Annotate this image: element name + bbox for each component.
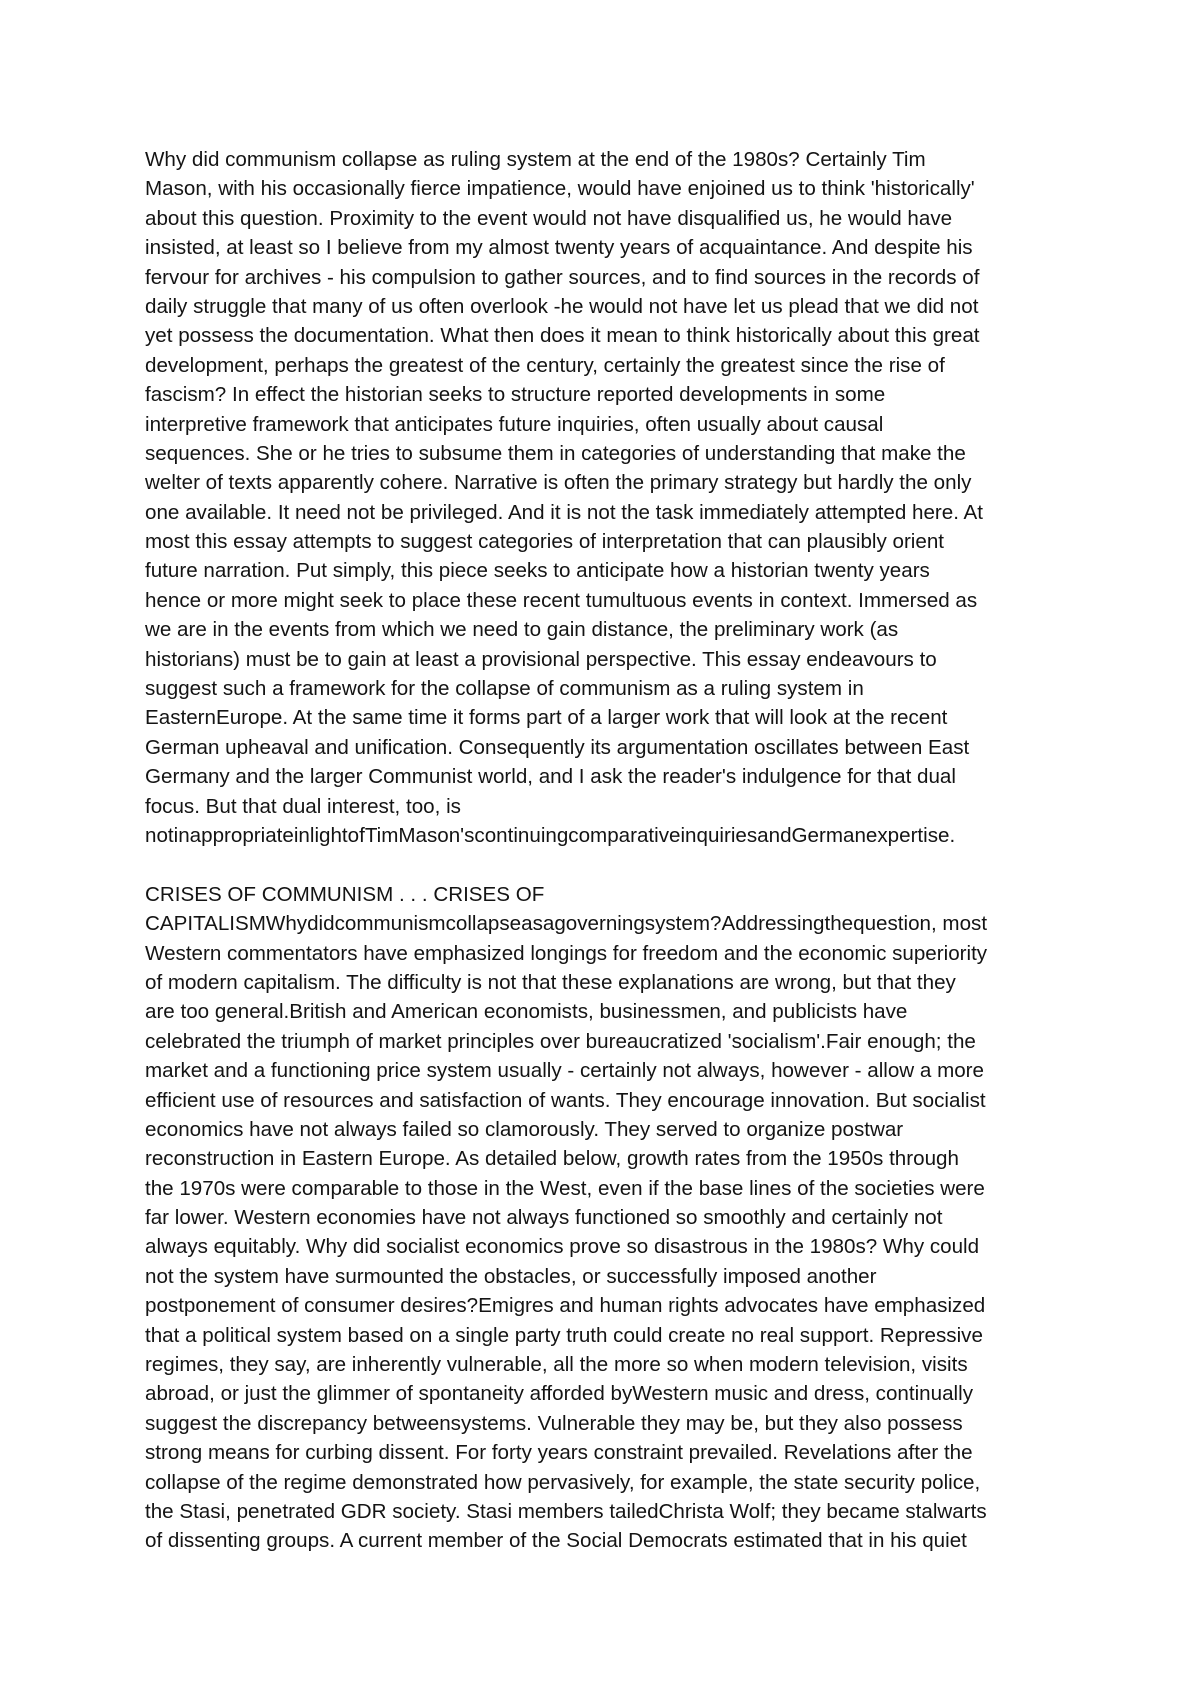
text-line: far lower. Western economies have not always functioned so smoothly and certainly not xyxy=(145,1206,943,1230)
text-line: welter of texts apparently cohere. Narrative is often the primary strategy but hardly the only xyxy=(145,471,972,495)
text-line: Why did communism collapse as ruling system at the end of the 1980s? Certainly Tim xyxy=(145,148,926,171)
text-line: postponement of consumer desires?Emigres and human rights advocates have emphasized xyxy=(145,1294,986,1318)
text-line: development, perhaps the greatest of the century, certainly the greatest since the rise of xyxy=(145,353,945,377)
text-line: market and a functioning price system usually - certainly not always, however - allow a more xyxy=(145,1059,984,1083)
text-line: Germany and the larger Communist world, and I ask the reader's indulgence for that dual xyxy=(145,765,956,789)
text-line: collapse of the regime demonstrated how pervasively, for example, the state security police, xyxy=(145,1470,981,1494)
text-line: EasternEurope. At the same time it forms part of a larger work that will look at the recent xyxy=(145,706,948,730)
text-line: one available. It need not be privileged. And it is not the task immediately attempted here. At xyxy=(145,500,983,524)
text-line: economics have not always failed so clamorously. They served to organize postwar xyxy=(145,1117,904,1141)
text-line: abroad, or just the glimmer of spontaneity afforded byWestern music and dress, continually xyxy=(145,1382,973,1406)
text-line: Mason, with his occasionally fierce impatience, would have enjoined us to think 'historically' xyxy=(145,177,975,201)
text-line: insisted, at least so I believe from my almost twenty years of acquaintance. And despite his xyxy=(145,236,973,260)
text-line: are too general.British and American economists, businessmen, and publicists have xyxy=(145,1000,908,1024)
text-line: suggest the discrepancy betweensystems. Vulnerable they may be, but they also possess xyxy=(145,1411,963,1435)
text-line: that a political system based on a single party truth could create no real support. Repressive xyxy=(145,1323,983,1347)
paragraph-crises xyxy=(145,880,1065,1556)
text-line: most this essay attempts to suggest categories of interpretation that can plausibly orient xyxy=(145,530,945,554)
text-line: always equitably. Why did socialist economics prove so disastrous in the 1980s? Why could xyxy=(145,1235,980,1259)
text-line: about this question. Proximity to the event would not have disqualified us, he would have xyxy=(145,206,953,230)
text-line: fascism? In effect the historian seeks to structure reported developments in some xyxy=(145,383,886,407)
text-line: sequences. She or he tries to subsume them in categories of understanding that make the xyxy=(145,441,966,465)
paragraph-intro xyxy=(145,145,1065,850)
text-line: of dissenting groups. A current member of the Social Democrats estimated that in his quiet xyxy=(145,1529,967,1553)
text-line: future narration. Put simply, this piece seeks to anticipate how a historian twenty years xyxy=(145,559,930,583)
paragraph-spacer xyxy=(145,850,1065,879)
text-line: Western commentators have emphasized longings for freedom and the economic superiority xyxy=(145,941,988,965)
text-line: yet possess the documentation. What then does it mean to think historically about this great xyxy=(145,324,980,348)
text-line: CAPITALISMWhydidcommunismcollapseasagoverningsystem?Addressingthequestion, most xyxy=(145,912,988,936)
text-line: the 1970s were comparable to those in the West, even if the base lines of the societies were xyxy=(145,1176,985,1200)
text-line: regimes, they say, are inherently vulnerable, all the more so when modern television, visits xyxy=(145,1353,968,1377)
text-line: historians) must be to gain at least a provisional perspective. This essay endeavours to xyxy=(145,647,937,671)
text-line: the Stasi, penetrated GDR society. Stasi members tailedChrista Wolf; they became stalwarts xyxy=(145,1499,987,1523)
text-line: reconstruction in Eastern Europe. As detailed below, growth rates from the 1950s through xyxy=(145,1147,959,1171)
text-line: we are in the events from which we need to gain distance, the preliminary work (as xyxy=(145,618,899,642)
text-line: strong means for curbing dissent. For forty years constraint prevailed. Revelations after the xyxy=(145,1441,973,1465)
text-line: celebrated the triumph of market principles over bureaucratized 'socialism'.Fair enough; the xyxy=(145,1029,976,1053)
section-heading-line: CRISES OF COMMUNISM . . . CRISES OF xyxy=(145,882,545,906)
text-line: notinappropriateinlightofTimMason'scontinuingcomparativeinquiriesandGermanexpertise. xyxy=(145,823,956,847)
text-line: not the system have surmounted the obstacles, or successfully imposed another xyxy=(145,1264,877,1288)
document-page xyxy=(145,145,1065,1556)
text-line: hence or more might seek to place these recent tumultuous events in context. Immersed as xyxy=(145,588,978,612)
text-line: interpretive framework that anticipates future inquiries, often usually about causal xyxy=(145,412,884,436)
text-line: daily struggle that many of us often overlook -he would not have let us plead that we did not xyxy=(145,294,979,318)
text-line: of modern capitalism. The difficulty is not that these explanations are wrong, but that they xyxy=(145,970,956,994)
text-line: efficient use of resources and satisfaction of wants. They encourage innovation. But socialist xyxy=(145,1088,986,1112)
text-line: fervour for archives - his compulsion to gather sources, and to find sources in the records of xyxy=(145,265,980,289)
text-line: German upheaval and unification. Consequently its argumentation oscillates between East xyxy=(145,735,970,759)
text-line: suggest such a framework for the collapse of communism as a ruling system in xyxy=(145,677,864,701)
text-line: focus. But that dual interest, too, is xyxy=(145,794,461,818)
